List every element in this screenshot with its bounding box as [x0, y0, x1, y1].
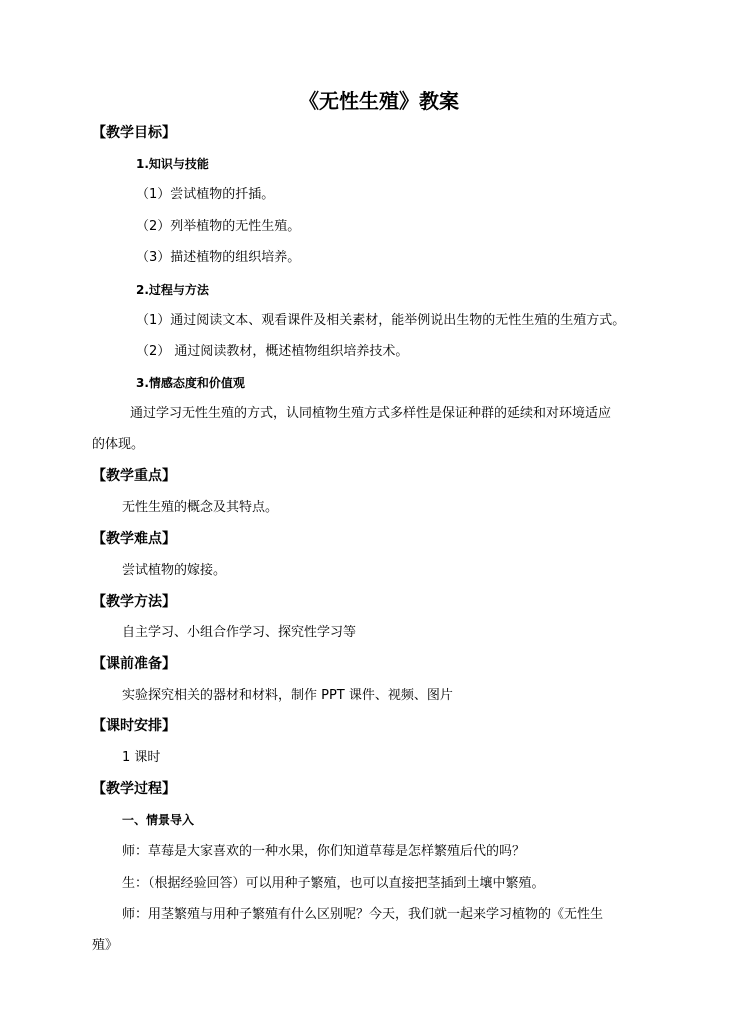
section-heading-key-points: 【教学重点】	[92, 468, 176, 484]
section-heading-preparation: 【课前准备】	[92, 656, 176, 672]
paragraph: 师：草莓是大家喜欢的一种水果，你们知道草莓是怎样繁殖后代的吗？	[122, 844, 526, 859]
section-heading-process: 【教学过程】	[92, 781, 176, 797]
paragraph: 实验探究相关的器材和材料，制作 PPT 课件、视频、图片	[122, 688, 453, 703]
section-heading-difficulty: 【教学难点】	[92, 531, 176, 547]
paragraph: 自主学习、小组合作学习、探究性学习等	[122, 625, 357, 640]
section-heading-goals: 【教学目标】	[92, 125, 176, 141]
paragraph: （1）尝试植物的扦插。	[136, 187, 275, 202]
subheading-attitude: 3.情感态度和价值观	[136, 376, 245, 390]
section-heading-methods: 【教学方法】	[92, 594, 176, 610]
paragraph: 无性生殖的概念及其特点。	[122, 500, 279, 515]
paragraph: 师：用茎繁殖与用种子繁殖有什么区别呢？今天，我们就一起来学习植物的《无性生	[122, 907, 604, 922]
paragraph: 1 课时	[122, 750, 161, 765]
paragraph: 生：（根据经验回答）可以用种子繁殖，也可以直接把茎插到土壤中繁殖。	[122, 876, 545, 891]
subheading-intro: 一、情景导入	[122, 813, 195, 827]
paragraph: （2）列举植物的无性生殖。	[136, 219, 301, 234]
subheading-knowledge: 1.知识与技能	[136, 157, 209, 171]
paragraph: （1）通过阅读文本、观看课件及相关素材，能举例说出生物的无性生殖的生殖方式。	[136, 313, 626, 328]
paragraph: 的体现。	[92, 437, 145, 452]
paragraph: （3）描述植物的组织培养。	[136, 250, 301, 265]
subheading-process-method: 2.过程与方法	[136, 283, 209, 297]
paragraph: 殖》	[92, 938, 119, 953]
section-heading-schedule: 【课时安排】	[92, 718, 176, 734]
document-title: 《无性生殖》教案	[299, 89, 459, 113]
paragraph: （2） 通过阅读教材，概述植物组织培养技术。	[136, 344, 409, 359]
paragraph: 通过学习无性生殖的方式，认同植物生殖方式多样性是保证种群的延续和对环境适应	[130, 406, 612, 421]
paragraph: 尝试植物的嫁接。	[122, 563, 227, 578]
